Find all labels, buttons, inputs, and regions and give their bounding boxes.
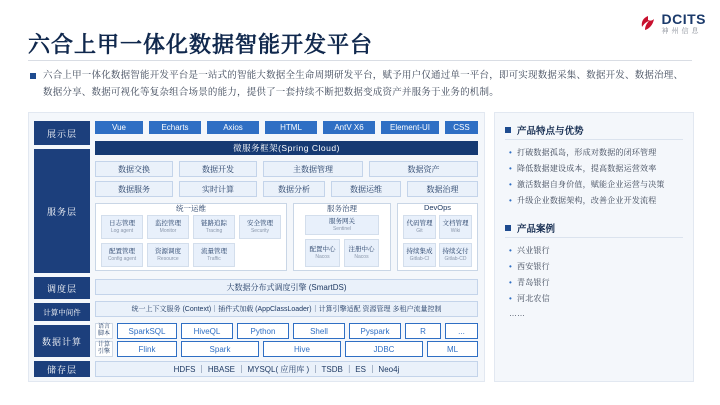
group-title-unified-ops: 统一运维 <box>176 204 206 213</box>
architecture-panel <box>28 112 485 382</box>
scheduler-bar: 大数据分布式调度引擎 (SmartDS) <box>95 279 478 295</box>
layer-label-presentation: 展示层 <box>34 121 90 145</box>
brand-name-en: DCITS <box>661 11 706 27</box>
service-box-data-exchange[interactable]: 数据交换 <box>95 161 173 177</box>
service-box-mdm[interactable]: 主数据管理 <box>263 161 363 177</box>
advantage-item-2: • 降低数据建设成本，提高数据运营效率 <box>509 163 656 174</box>
service-box-analysis[interactable]: 数据分析 <box>263 181 325 197</box>
layer-label-compute: 数据计算 <box>34 325 90 357</box>
compute-chip-shell[interactable]: Shell <box>293 323 345 339</box>
brand-logo <box>639 12 707 35</box>
compute-chip-r[interactable]: R <box>405 323 441 339</box>
service-box-ops[interactable]: 数据运维 <box>331 181 401 197</box>
case-item-2: • 西安银行 <box>509 261 550 272</box>
advantages-header <box>505 123 584 137</box>
service-box-realtime[interactable]: 实时计算 <box>179 181 257 197</box>
devops-cell-cd[interactable]: 持续交付 Gitlab-CD <box>439 243 472 267</box>
storage-bar: HDFS ｜ HBASE ｜ MYSQL( 应用库 ) ｜ TSDB ｜ ES ｜ Neo4j <box>95 361 478 377</box>
tech-chip-vue[interactable]: Vue <box>95 121 143 134</box>
devops-cell-ci[interactable]: 持续集成 Gitlab-CI <box>403 243 436 267</box>
case-item-1: • 兴业银行 <box>509 245 550 256</box>
engine-chip-spark[interactable]: Spark <box>181 341 259 357</box>
compute-row-label-script: 语言脚本 <box>95 323 113 339</box>
ops-cell-resource[interactable]: 资源调度 Resource <box>147 243 189 267</box>
gov-cell-registry[interactable]: 注册中心 Nacos <box>344 239 379 267</box>
layer-label-service: 服务层 <box>34 149 90 273</box>
group-title-devops: DevOps <box>423 203 452 212</box>
advantages-title: 产品特点与优势 <box>517 126 584 137</box>
ops-cell-monitor[interactable]: 监控管理 Monitor <box>147 215 189 239</box>
compute-chip-python[interactable]: Python <box>237 323 289 339</box>
case-item-3: • 青岛银行 <box>509 277 550 288</box>
compute-chip-sparksql[interactable]: SparkSQL <box>117 323 177 339</box>
tech-chip-elementui[interactable]: Element-UI <box>381 121 439 134</box>
ops-cell-security[interactable]: 安全管理 Security <box>239 215 281 239</box>
service-box-data-dev[interactable]: 数据开发 <box>179 161 257 177</box>
cases-header <box>505 221 555 235</box>
intro-block <box>30 68 690 101</box>
engine-chip-jdbc[interactable]: JDBC <box>345 341 423 357</box>
framework-bar: 微服务框架(Spring Cloud) <box>95 141 478 155</box>
ops-cell-traffic[interactable]: 流量管理 Traffic <box>193 243 235 267</box>
engine-chip-flink[interactable]: Flink <box>117 341 177 357</box>
service-box-data-assets[interactable]: 数据资产 <box>369 161 478 177</box>
gov-cell-gateway[interactable]: 服务网关 Sentinel <box>305 215 379 235</box>
engine-chip-ml[interactable]: ML <box>427 341 478 357</box>
tech-chip-antv[interactable]: AntV X6 <box>323 121 375 134</box>
bullet-square-icon <box>30 73 36 79</box>
title-divider <box>28 60 692 61</box>
compute-row-label-engine: 计算引擎 <box>95 341 113 357</box>
bullet-square-icon <box>505 225 511 231</box>
tech-chip-css[interactable]: CSS <box>445 121 478 134</box>
service-box-data-service[interactable]: 数据服务 <box>95 181 173 197</box>
ops-cell-tracing[interactable]: 链路追踪 Tracing <box>193 215 235 239</box>
compute-chip-pyspark[interactable]: Pyspark <box>349 323 401 339</box>
gov-cell-config-center[interactable]: 配置中心 Nacos <box>305 239 340 267</box>
advantage-item-3: • 激活数据自身价值，赋能企业运营与决策 <box>509 179 665 190</box>
engine-chip-hive[interactable]: Hive <box>263 341 341 357</box>
tech-chip-axios[interactable]: Axios <box>207 121 259 134</box>
tech-chip-echarts[interactable]: Echarts <box>149 121 201 134</box>
middleware-bar: 统一上下文服务 (Context)｜插件式加载 (AppClassLoader)｜计算引擎适配 资源管理 多租户流量控制 <box>95 301 478 317</box>
case-item-4: • 河北农信 <box>509 293 550 304</box>
compute-chip-more[interactable]: ... <box>445 323 478 339</box>
ops-cell-log[interactable]: 日志管理 Log agent <box>101 215 143 239</box>
advantage-item-1: • 打破数据孤岛，形成对数据的闭环管理 <box>509 147 656 158</box>
cases-title: 产品案例 <box>517 224 556 235</box>
ops-cell-config[interactable]: 配置管理 Config agent <box>101 243 143 267</box>
cases-divider <box>505 237 683 238</box>
dcits-logo-icon <box>639 15 657 33</box>
layer-label-middleware: 计算中间件 <box>34 303 90 321</box>
page-title: 六合上甲一体化数据智能开发平台 <box>28 32 374 57</box>
advantages-divider <box>505 139 683 140</box>
bullet-square-icon <box>505 127 511 133</box>
case-item-more: …… <box>509 309 525 318</box>
layer-label-storage: 储存层 <box>34 361 90 377</box>
layer-label-scheduler: 调度层 <box>34 277 90 299</box>
tech-chip-html[interactable]: HTML <box>265 121 317 134</box>
group-title-service-governance: 服务治理 <box>327 204 357 213</box>
advantage-item-4: • 升级企业数据架构，改善企业开发流程 <box>509 195 656 206</box>
devops-cell-doc[interactable]: 文档管理 Wiki <box>439 215 472 239</box>
right-panel <box>494 112 694 382</box>
brand-name-cn: 神州信息 <box>661 28 702 35</box>
compute-chip-hiveql[interactable]: HiveQL <box>181 323 233 339</box>
intro-text: 六合上甲一体化数据智能开发平台是一站式的智能大数据全生命周期研发平台，赋予用户仅通过单一平台，即可实现数据采集、数据开发、数据治理、数据分享、数据可视化等复杂组合场景的能力，提供了一套持续不断把数据变成资产并服务于业务的机制。 <box>43 70 684 98</box>
service-box-governance[interactable]: 数据治理 <box>407 181 478 197</box>
devops-cell-code[interactable]: 代码管理 Git <box>403 215 436 239</box>
